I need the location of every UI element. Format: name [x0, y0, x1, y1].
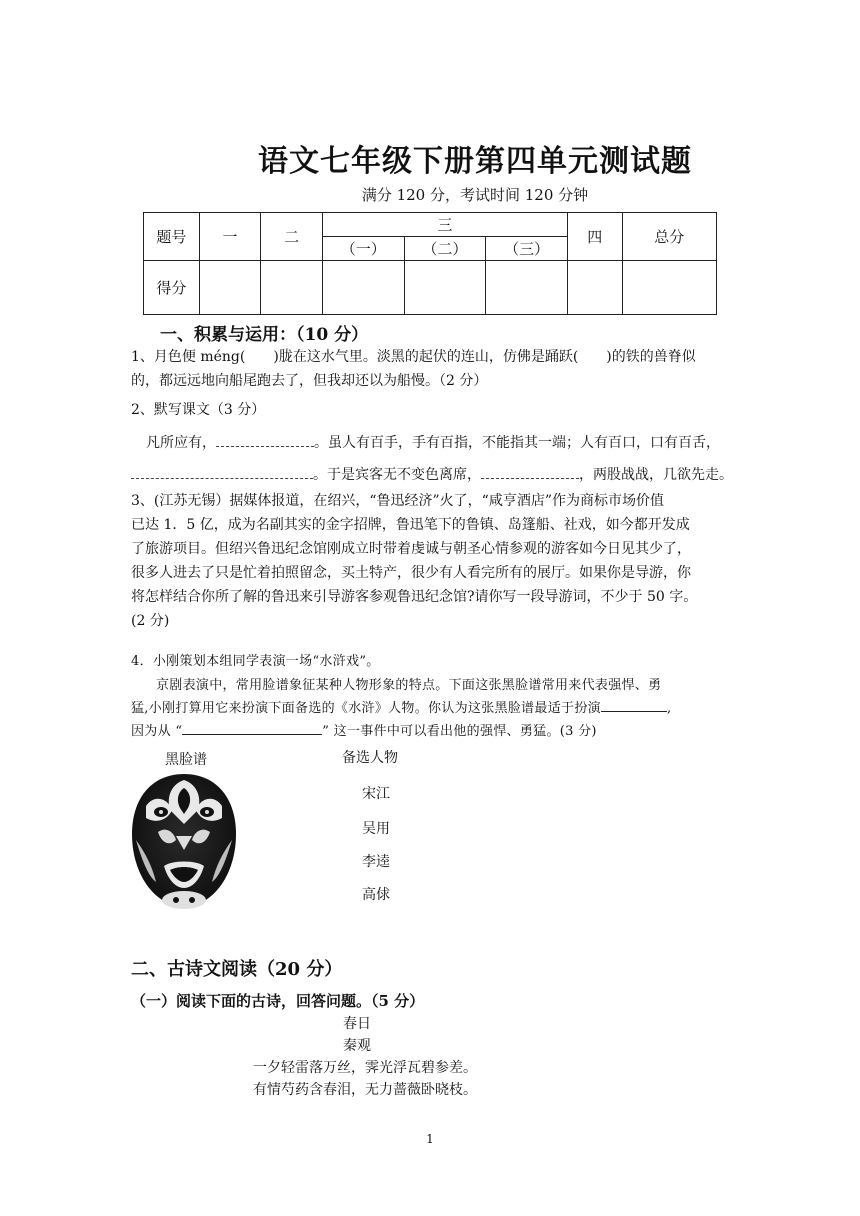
answer-blank[interactable] — [481, 464, 579, 479]
q4-line-1: 京剧表演中，常用脸谱象征某种人物形象的特点。下面这张黑脸谱常用来代表强悍、勇 — [156, 678, 662, 693]
score-table-subcol-3: （三） — [486, 237, 568, 261]
score-cell[interactable] — [404, 261, 486, 315]
q3-line: 3、(江苏无锡）据媒体报道，在绍兴，“鲁迅经济”火了，“咸亨酒店”作为商标市场价值 — [131, 493, 664, 509]
q2-heading: 2、默写课文（3 分） — [131, 402, 266, 418]
q4-heading: 4．小刚策划本组同学表演一场“水浒戏”。 — [131, 654, 380, 669]
answer-blank[interactable] — [601, 697, 667, 712]
q4-line-2: 猛,小刚打算用它来扮演下面备选的《水浒》人物。你认为这张黑脸谱最适于扮演 , — [131, 697, 671, 720]
page-title: 语文七年级下册第四单元测试题 — [258, 144, 692, 179]
q4-line-3 — [131, 720, 597, 743]
section2-sub1-heading: （一）阅读下面的古诗，回答问题。（5 分） — [131, 992, 425, 1010]
score-cell[interactable] — [567, 261, 622, 315]
q3-line: 了旅游项目。但绍兴鲁迅纪念馆刚成立时带着虔诚与朝圣心情参观的游客如今日见其少了， — [131, 541, 691, 557]
q1-line-1: 1、月色便 méng( )胧在这水气里。淡黑的起伏的连山，仿佛是踊跃( )的铁的兽脊似 — [131, 349, 696, 365]
q3-text — [131, 489, 746, 633]
section1-heading: 一、积累与运用：（10 分） — [160, 325, 369, 345]
candidate-item: 高俅 — [362, 887, 390, 903]
score-table-subcol-1: （一） — [322, 237, 404, 261]
mask-label: 黑脸谱 — [165, 752, 207, 768]
score-table-col-2: 二 — [261, 213, 323, 261]
score-table-subcol-2: （二） — [404, 237, 486, 261]
score-table-col-1: 一 — [199, 213, 261, 261]
q2-line-2 — [131, 463, 733, 487]
opera-mask-image — [128, 770, 240, 912]
score-cell[interactable] — [261, 261, 323, 315]
q3-line: 很多人进去了只是忙着拍照留念，买土特产，很少有人看完所有的展厅。如果你是导游，你 — [131, 565, 691, 581]
q2-text: 凡所应有， — [146, 435, 216, 451]
q4-text: 因为从 “ — [131, 724, 183, 739]
q2-line-1 — [146, 431, 720, 455]
score-table-col-4: 四 — [567, 213, 622, 261]
poem-author: 秦观 — [343, 1038, 371, 1054]
score-cell[interactable] — [622, 261, 716, 315]
q2-text: ，两股战战，几欲先走。 — [579, 467, 733, 483]
score-table-header-label: 题号 — [144, 213, 200, 261]
q3-line: (2 分) — [131, 613, 170, 629]
section2-heading: 二、古诗文阅读（20 分） — [131, 959, 343, 980]
page-number: 1 — [426, 1132, 434, 1146]
poem-line: 一夕轻雷落万丝，霁光浮瓦碧参差。 — [253, 1060, 477, 1076]
answer-blank[interactable] — [216, 432, 314, 447]
score-cell[interactable] — [486, 261, 568, 315]
candidates-label: 备选人物 — [342, 750, 398, 766]
score-table-col-3: 三 — [322, 213, 567, 237]
score-table-col-total: 总分 — [622, 213, 716, 261]
score-table — [143, 212, 717, 315]
q3-line: 已达 1．5 亿，成为名副其实的金字招牌，鲁迅笔下的鲁镇、岛篷船、社戏，如今都开发成 — [131, 517, 690, 533]
q3-line: 将怎样结合你所了解的鲁迅来引导游客参观鲁迅纪念馆?请你写一段导游词，不少于 50 字。 — [131, 589, 698, 605]
answer-blank[interactable] — [131, 464, 313, 479]
candidate-item: 李逵 — [362, 854, 390, 870]
candidate-item: 吴用 — [362, 821, 390, 837]
answer-blank[interactable] — [182, 720, 322, 735]
candidate-item: 宋江 — [362, 786, 390, 802]
poem-line: 有情芍药含春泪，无力蔷薇卧晓枝。 — [253, 1082, 477, 1098]
q2-text: 。于是宾客无不变色离席， — [313, 467, 481, 483]
score-cell[interactable] — [199, 261, 261, 315]
score-table-score-label: 得分 — [144, 261, 200, 315]
score-cell[interactable] — [322, 261, 404, 315]
q1-line-2: 的，都远远地向船尾跑去了，但我却还以为船慢。（2 分） — [131, 373, 488, 389]
poem-title: 春日 — [343, 1016, 371, 1032]
page-subtitle: 满分 120 分，考试时间 120 分钟 — [361, 186, 589, 204]
q4-text: 猛,小刚打算用它来扮演下面备选的《水浒》人物。你认为这张黑脸谱最适于扮演 — [131, 701, 601, 716]
q2-text: 。虽人有百手，手有百指，不能指其一端；人有百口，口有百舌， — [314, 435, 720, 451]
q4-text: ” 这一事件中可以看出他的强悍、勇猛。(3 分) — [322, 724, 597, 739]
